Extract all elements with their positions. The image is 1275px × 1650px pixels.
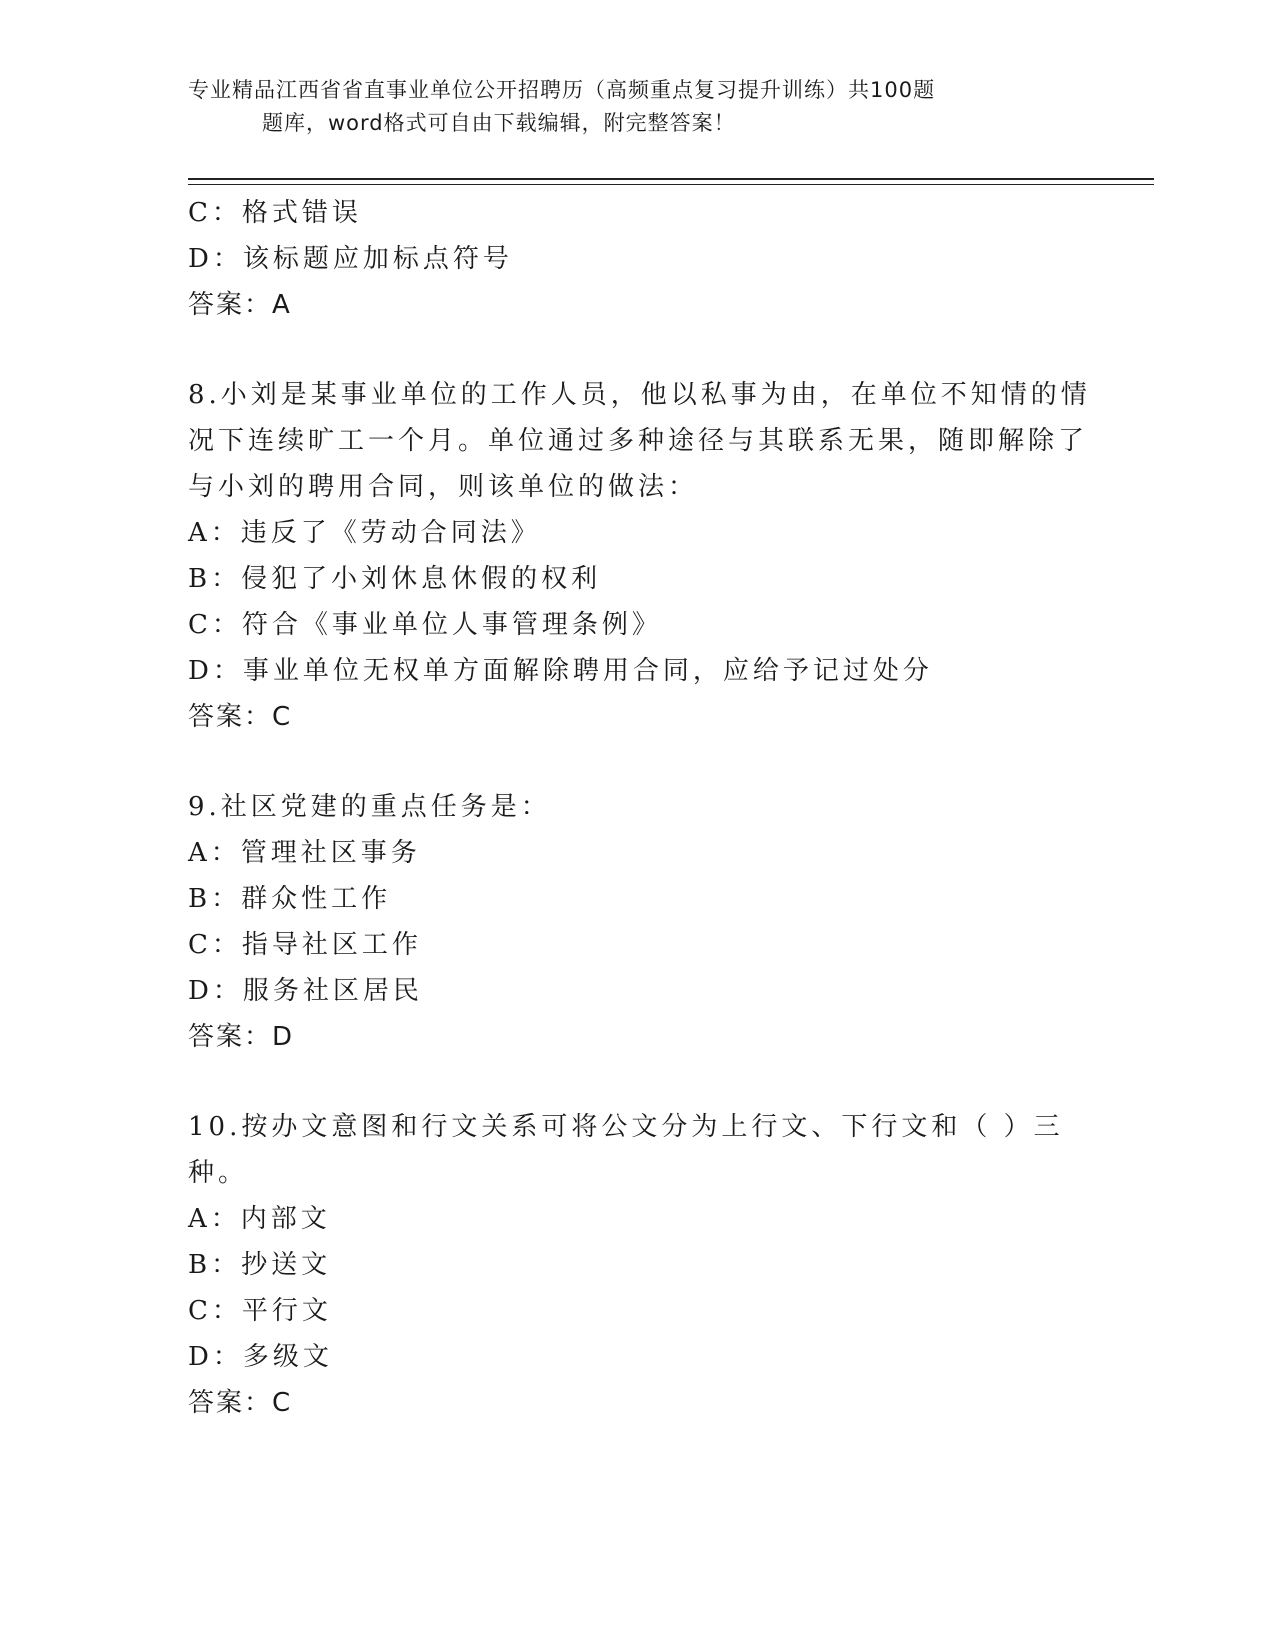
option-c: C：符合《事业单位人事管理条例》 (188, 610, 662, 640)
option-b: B：群众性工作 (188, 884, 392, 914)
option-d: D：服务社区居民 (188, 976, 423, 1006)
option-c: C：格式错误 (188, 198, 362, 228)
option-a: A：管理社区事务 (188, 838, 421, 868)
question-text-line: 种。 (188, 1158, 249, 1188)
option-d: D：事业单位无权单方面解除聘用合同，应给予记过处分 (188, 656, 933, 686)
question-block-7 (188, 190, 1088, 328)
question-text-line: 8.小刘是某事业单位的工作人员，他以私事为由，在单位不知情的情 (188, 380, 1091, 410)
spacer (188, 328, 1088, 372)
question-block-9 (188, 784, 1088, 1060)
document-body (188, 190, 1091, 1426)
header-divider-thick (188, 178, 1154, 180)
question-block-10 (188, 1104, 1088, 1426)
question-text-line: 况下连续旷工一个月。单位通过多种途径与其联系无果，随即解除了 (188, 426, 1089, 456)
option-a: A：违反了《劳动合同法》 (188, 518, 541, 548)
header-title-line-2: 题库，word格式可自由下载编辑，附完整答案！ (262, 111, 736, 135)
answer-line: 答案：C (188, 1388, 293, 1418)
option-a: A：内部文 (188, 1204, 331, 1234)
spacer (188, 740, 1088, 784)
question-text-line: 10.按办文意图和行文关系可将公文分为上行文、下行文和（ ）三 (188, 1112, 1064, 1142)
spacer (188, 1060, 1088, 1104)
option-d: D：该标题应加标点符号 (188, 244, 513, 274)
option-b: B：抄送文 (188, 1250, 332, 1280)
header-divider-thin (188, 184, 1154, 185)
document-header (188, 74, 1068, 140)
answer-line: 答案：C (188, 702, 293, 732)
question-text-line: 与小刘的聘用合同，则该单位的做法： (188, 472, 699, 502)
question-block-8 (188, 372, 1091, 740)
answer-line: 答案：A (188, 290, 292, 320)
option-d: D：多级文 (188, 1342, 333, 1372)
answer-line: 答案：D (188, 1022, 295, 1052)
question-text-line: 9.社区党建的重点任务是： (188, 792, 551, 822)
option-b: B：侵犯了小刘休息休假的权利 (188, 564, 602, 594)
option-c: C：指导社区工作 (188, 930, 422, 960)
header-title-line-1: 专业精品江西省省直事业单位公开招聘历（高频重点复习提升训练）共100题 (188, 78, 936, 102)
option-c: C：平行文 (188, 1296, 332, 1326)
